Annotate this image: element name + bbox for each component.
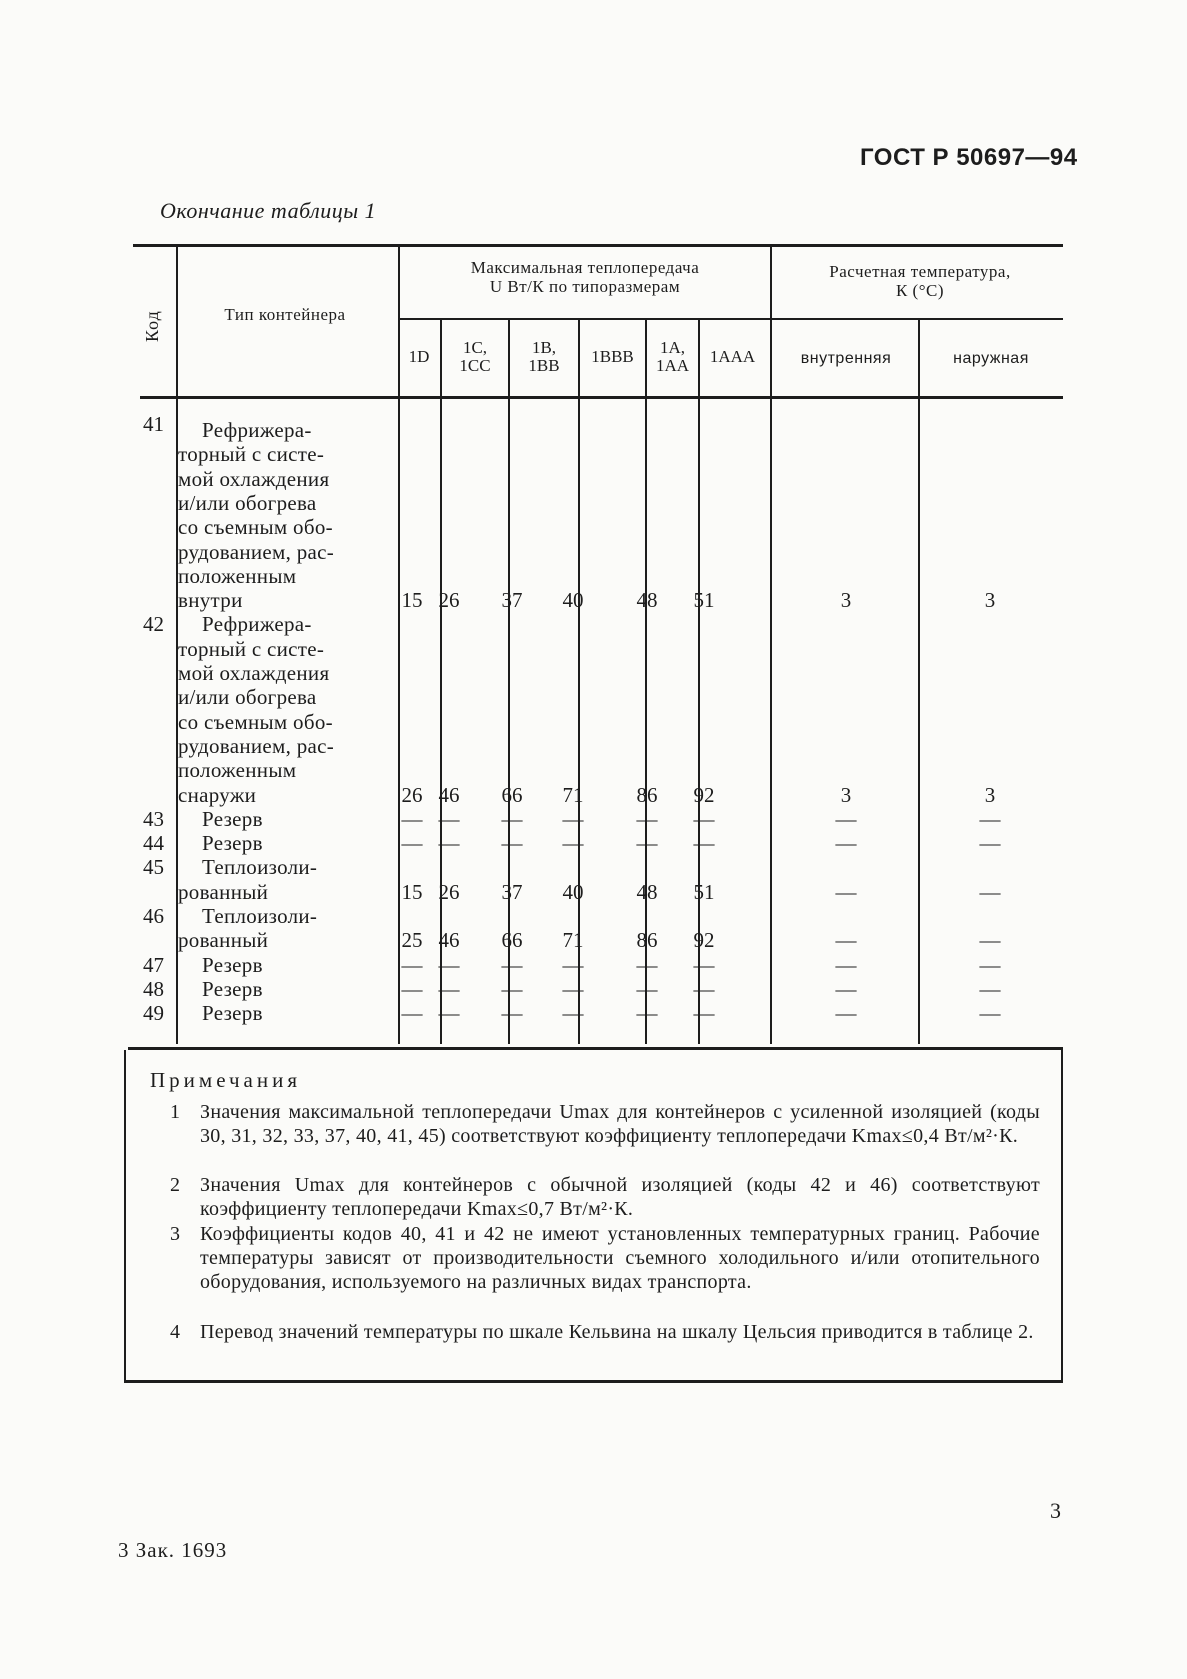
rule-type bbox=[176, 246, 178, 1044]
size-value: — bbox=[401, 831, 423, 856]
size-value: 48 bbox=[636, 879, 658, 904]
row-code: 49 bbox=[143, 1001, 164, 1026]
size-value: — bbox=[693, 806, 715, 831]
size-value: 37 bbox=[501, 879, 523, 904]
size-value: 25 bbox=[401, 928, 423, 953]
size-header-line1: 1С, bbox=[462, 338, 488, 357]
order-number: 3 Зак. 1693 bbox=[118, 1538, 228, 1562]
size-value: — bbox=[562, 952, 584, 977]
size-header bbox=[580, 348, 645, 366]
note-number: 3 bbox=[170, 1223, 180, 1245]
type-line: со съемным обо- bbox=[178, 709, 333, 734]
note-number: 1 bbox=[170, 1101, 180, 1123]
rule-temp-mid bbox=[918, 318, 920, 1044]
outer-temp-value: — bbox=[979, 831, 1001, 856]
size-value: — bbox=[501, 831, 523, 856]
type-line: Теплоизоли- bbox=[202, 855, 318, 880]
type-line: Резерв bbox=[202, 806, 263, 831]
notes-left-rule bbox=[124, 1050, 126, 1380]
type-line: положенным bbox=[178, 563, 297, 588]
note-number: 2 bbox=[170, 1174, 180, 1196]
row-code: 46 bbox=[143, 904, 164, 928]
inner-temp-value: — bbox=[835, 831, 857, 856]
inner-temp-value: — bbox=[835, 1001, 857, 1026]
column-header-type: Тип контейнера bbox=[224, 305, 346, 324]
size-value: 51 bbox=[693, 588, 715, 613]
size-value: — bbox=[438, 952, 460, 977]
size-value: 71 bbox=[562, 782, 584, 807]
size-value: 26 bbox=[438, 588, 460, 613]
size-value: — bbox=[636, 831, 658, 856]
table-caption: Окончание таблицы 1 bbox=[160, 198, 377, 223]
size-header bbox=[700, 348, 765, 366]
type-line: Резерв bbox=[202, 1001, 263, 1026]
size-value: — bbox=[501, 806, 523, 831]
size-value: — bbox=[636, 1001, 658, 1026]
rule-temp-left bbox=[770, 246, 772, 1044]
type-line: мой охлаждения bbox=[178, 466, 330, 491]
row-code: 44 bbox=[143, 831, 164, 856]
size-value: — bbox=[562, 976, 584, 1001]
row-code: 45 bbox=[143, 855, 164, 880]
type-line: торный с систе- bbox=[178, 636, 325, 661]
size-header-line1: 1А, bbox=[659, 338, 686, 357]
size-value: — bbox=[438, 831, 460, 856]
size-value: 86 bbox=[636, 782, 658, 807]
type-line: со съемным обо- bbox=[178, 515, 333, 540]
outer-temp-value: 3 bbox=[984, 588, 996, 613]
size-value: 46 bbox=[438, 782, 460, 807]
size-header-line2: 1СС bbox=[459, 356, 491, 375]
size-value: — bbox=[501, 1001, 523, 1026]
size-value: — bbox=[401, 976, 423, 1001]
size-header-line1: 1D bbox=[408, 347, 430, 366]
size-value: — bbox=[401, 806, 423, 831]
type-line: Резерв bbox=[202, 831, 263, 856]
type-line: положенным bbox=[178, 758, 297, 783]
rule-size bbox=[645, 318, 647, 1044]
note-text: Значения максимальной теплопередачи Umax для контейнеров с усиленной изоляцией (коды 30, 31, 32, 33, 37, 40, 41, 45) соответствуют коэффициенту теплопередачи Kmax≤0,4 Вт/м²·К. bbox=[200, 1101, 1040, 1147]
size-value: 26 bbox=[401, 782, 423, 807]
size-value: — bbox=[636, 952, 658, 977]
inner-temp-value: 3 bbox=[840, 588, 852, 613]
subheader-rule bbox=[398, 318, 1063, 320]
size-value: — bbox=[438, 1001, 460, 1026]
size-value: 40 bbox=[562, 879, 584, 904]
size-value: 92 bbox=[693, 928, 715, 953]
inner-temp-value: — bbox=[835, 952, 857, 977]
size-value: — bbox=[401, 952, 423, 977]
size-value: — bbox=[693, 1001, 715, 1026]
row-code: 47 bbox=[143, 952, 164, 977]
size-header-line1: 1В, bbox=[531, 338, 557, 357]
size-value: 71 bbox=[562, 928, 584, 953]
size-value: 86 bbox=[636, 928, 658, 953]
size-header-line1: 1ВВВ bbox=[591, 347, 634, 366]
type-line: Резерв bbox=[202, 976, 263, 1001]
group-header-heat bbox=[400, 258, 770, 296]
group-header-temp-line1: Расчетная температура, bbox=[829, 262, 1011, 281]
size-value: 66 bbox=[501, 782, 523, 807]
type-line: снаружи bbox=[178, 782, 257, 807]
group-header-heat-line2: U Вт/К по типоразмерам bbox=[489, 277, 681, 296]
page-number: 3 bbox=[1050, 1498, 1061, 1523]
outer-temp-value: — bbox=[979, 879, 1001, 904]
size-value: 66 bbox=[501, 928, 523, 953]
outer-temp-value: — bbox=[979, 976, 1001, 1001]
type-line: Рефрижера- bbox=[202, 612, 312, 637]
note-number: 4 bbox=[170, 1321, 180, 1343]
group-header-heat-line1: Максимальная теплопередача bbox=[470, 258, 700, 277]
group-header-temp-line2: К (°С) bbox=[895, 281, 945, 300]
size-value: — bbox=[401, 1001, 423, 1026]
size-value: — bbox=[562, 1001, 584, 1026]
size-header-line1: 1ААА bbox=[709, 347, 756, 366]
row-code: 42 bbox=[143, 612, 164, 637]
size-value: — bbox=[438, 976, 460, 1001]
size-value: — bbox=[562, 831, 584, 856]
inner-temp-value: 3 bbox=[840, 782, 852, 807]
type-line: рудованием, рас- bbox=[178, 733, 335, 758]
rule-size bbox=[440, 318, 442, 1044]
type-line: рудованием, рас- bbox=[178, 539, 335, 564]
size-value: 92 bbox=[693, 782, 715, 807]
column-header-kod: Код bbox=[142, 310, 162, 342]
size-value: — bbox=[693, 952, 715, 977]
size-header bbox=[510, 339, 578, 375]
size-value: — bbox=[636, 976, 658, 1001]
column-header-outer: наружная bbox=[953, 350, 1029, 367]
row-code: 48 bbox=[143, 976, 164, 1001]
header-bottom-rule bbox=[140, 396, 1063, 399]
size-value: 37 bbox=[501, 588, 523, 613]
table-top-rule bbox=[133, 244, 1063, 247]
size-value: 15 bbox=[401, 879, 423, 904]
rule-size bbox=[578, 318, 580, 1044]
size-value: 15 bbox=[401, 588, 423, 613]
note-text: Значения Umax для контейнеров с обычной изоляцией (коды 42 и 46) соответствуют коэффициенту теплопередачи Kmax≤0,7 Вт/м²·К. bbox=[200, 1174, 1040, 1220]
rule-size bbox=[698, 318, 700, 1044]
inner-temp-value: — bbox=[835, 976, 857, 1001]
size-value: — bbox=[438, 806, 460, 831]
size-value: 48 bbox=[636, 588, 658, 613]
size-header bbox=[647, 339, 698, 375]
size-value: — bbox=[501, 952, 523, 977]
notes-heading: Примечания bbox=[150, 1068, 302, 1092]
row-code: 41 bbox=[143, 412, 164, 436]
rule-heat-left bbox=[398, 246, 400, 1044]
type-line: Резерв bbox=[202, 952, 263, 977]
size-header-line2: 1АА bbox=[655, 356, 690, 375]
inner-temp-value: — bbox=[835, 928, 857, 953]
size-value: — bbox=[636, 806, 658, 831]
rule-size bbox=[508, 318, 510, 1044]
inner-temp-value: — bbox=[835, 806, 857, 831]
outer-temp-value: — bbox=[979, 1001, 1001, 1026]
outer-temp-value: 3 bbox=[984, 782, 996, 807]
document-code: ГОСТ Р 50697—94 bbox=[860, 144, 1078, 171]
note-text: Перевод значений температуры по шкале Кельвина на шкалу Цельсия приводится в таблице 2. bbox=[200, 1321, 1034, 1343]
outer-temp-value: — bbox=[979, 928, 1001, 953]
note-text: Коэффициенты кодов 40, 41 и 42 не имеют установленных температурных границ. Рабочие температуры зависят от производительности съемного холодильного и/или отопительного оборудования, используемого на различных видах транспорта. bbox=[200, 1223, 1040, 1293]
size-value: — bbox=[501, 976, 523, 1001]
size-value: — bbox=[562, 806, 584, 831]
outer-temp-value: — bbox=[979, 806, 1001, 831]
inner-temp-value: — bbox=[835, 879, 857, 904]
type-line: мой охлаждения bbox=[178, 661, 330, 685]
type-line: торный с систе- bbox=[178, 442, 325, 467]
type-line: и/или обогрева bbox=[178, 685, 317, 710]
size-header-line2: 1ВВ bbox=[528, 356, 560, 375]
notes-bottom-rule bbox=[124, 1380, 1063, 1383]
type-line: рованный bbox=[178, 928, 269, 953]
outer-temp-value: — bbox=[979, 952, 1001, 977]
size-value: 51 bbox=[693, 879, 715, 904]
group-header-temp bbox=[780, 262, 1060, 300]
table-bottom-rule bbox=[128, 1047, 1063, 1050]
type-line: внутри bbox=[178, 588, 243, 613]
size-value: 40 bbox=[562, 588, 584, 613]
row-code: 43 bbox=[143, 806, 164, 831]
column-header-inner: внутренняя bbox=[800, 350, 892, 367]
notes-right-rule bbox=[1061, 1050, 1063, 1380]
type-line: Рефрижера- bbox=[202, 418, 312, 442]
type-line: Теплоизоли- bbox=[202, 904, 318, 928]
size-value: 26 bbox=[438, 879, 460, 904]
size-value: — bbox=[693, 831, 715, 856]
type-line: и/или обогрева bbox=[178, 490, 317, 515]
size-value: — bbox=[693, 976, 715, 1001]
size-header bbox=[398, 348, 440, 366]
size-header bbox=[442, 339, 508, 375]
size-value: 46 bbox=[438, 928, 460, 953]
type-line: рованный bbox=[178, 879, 269, 904]
